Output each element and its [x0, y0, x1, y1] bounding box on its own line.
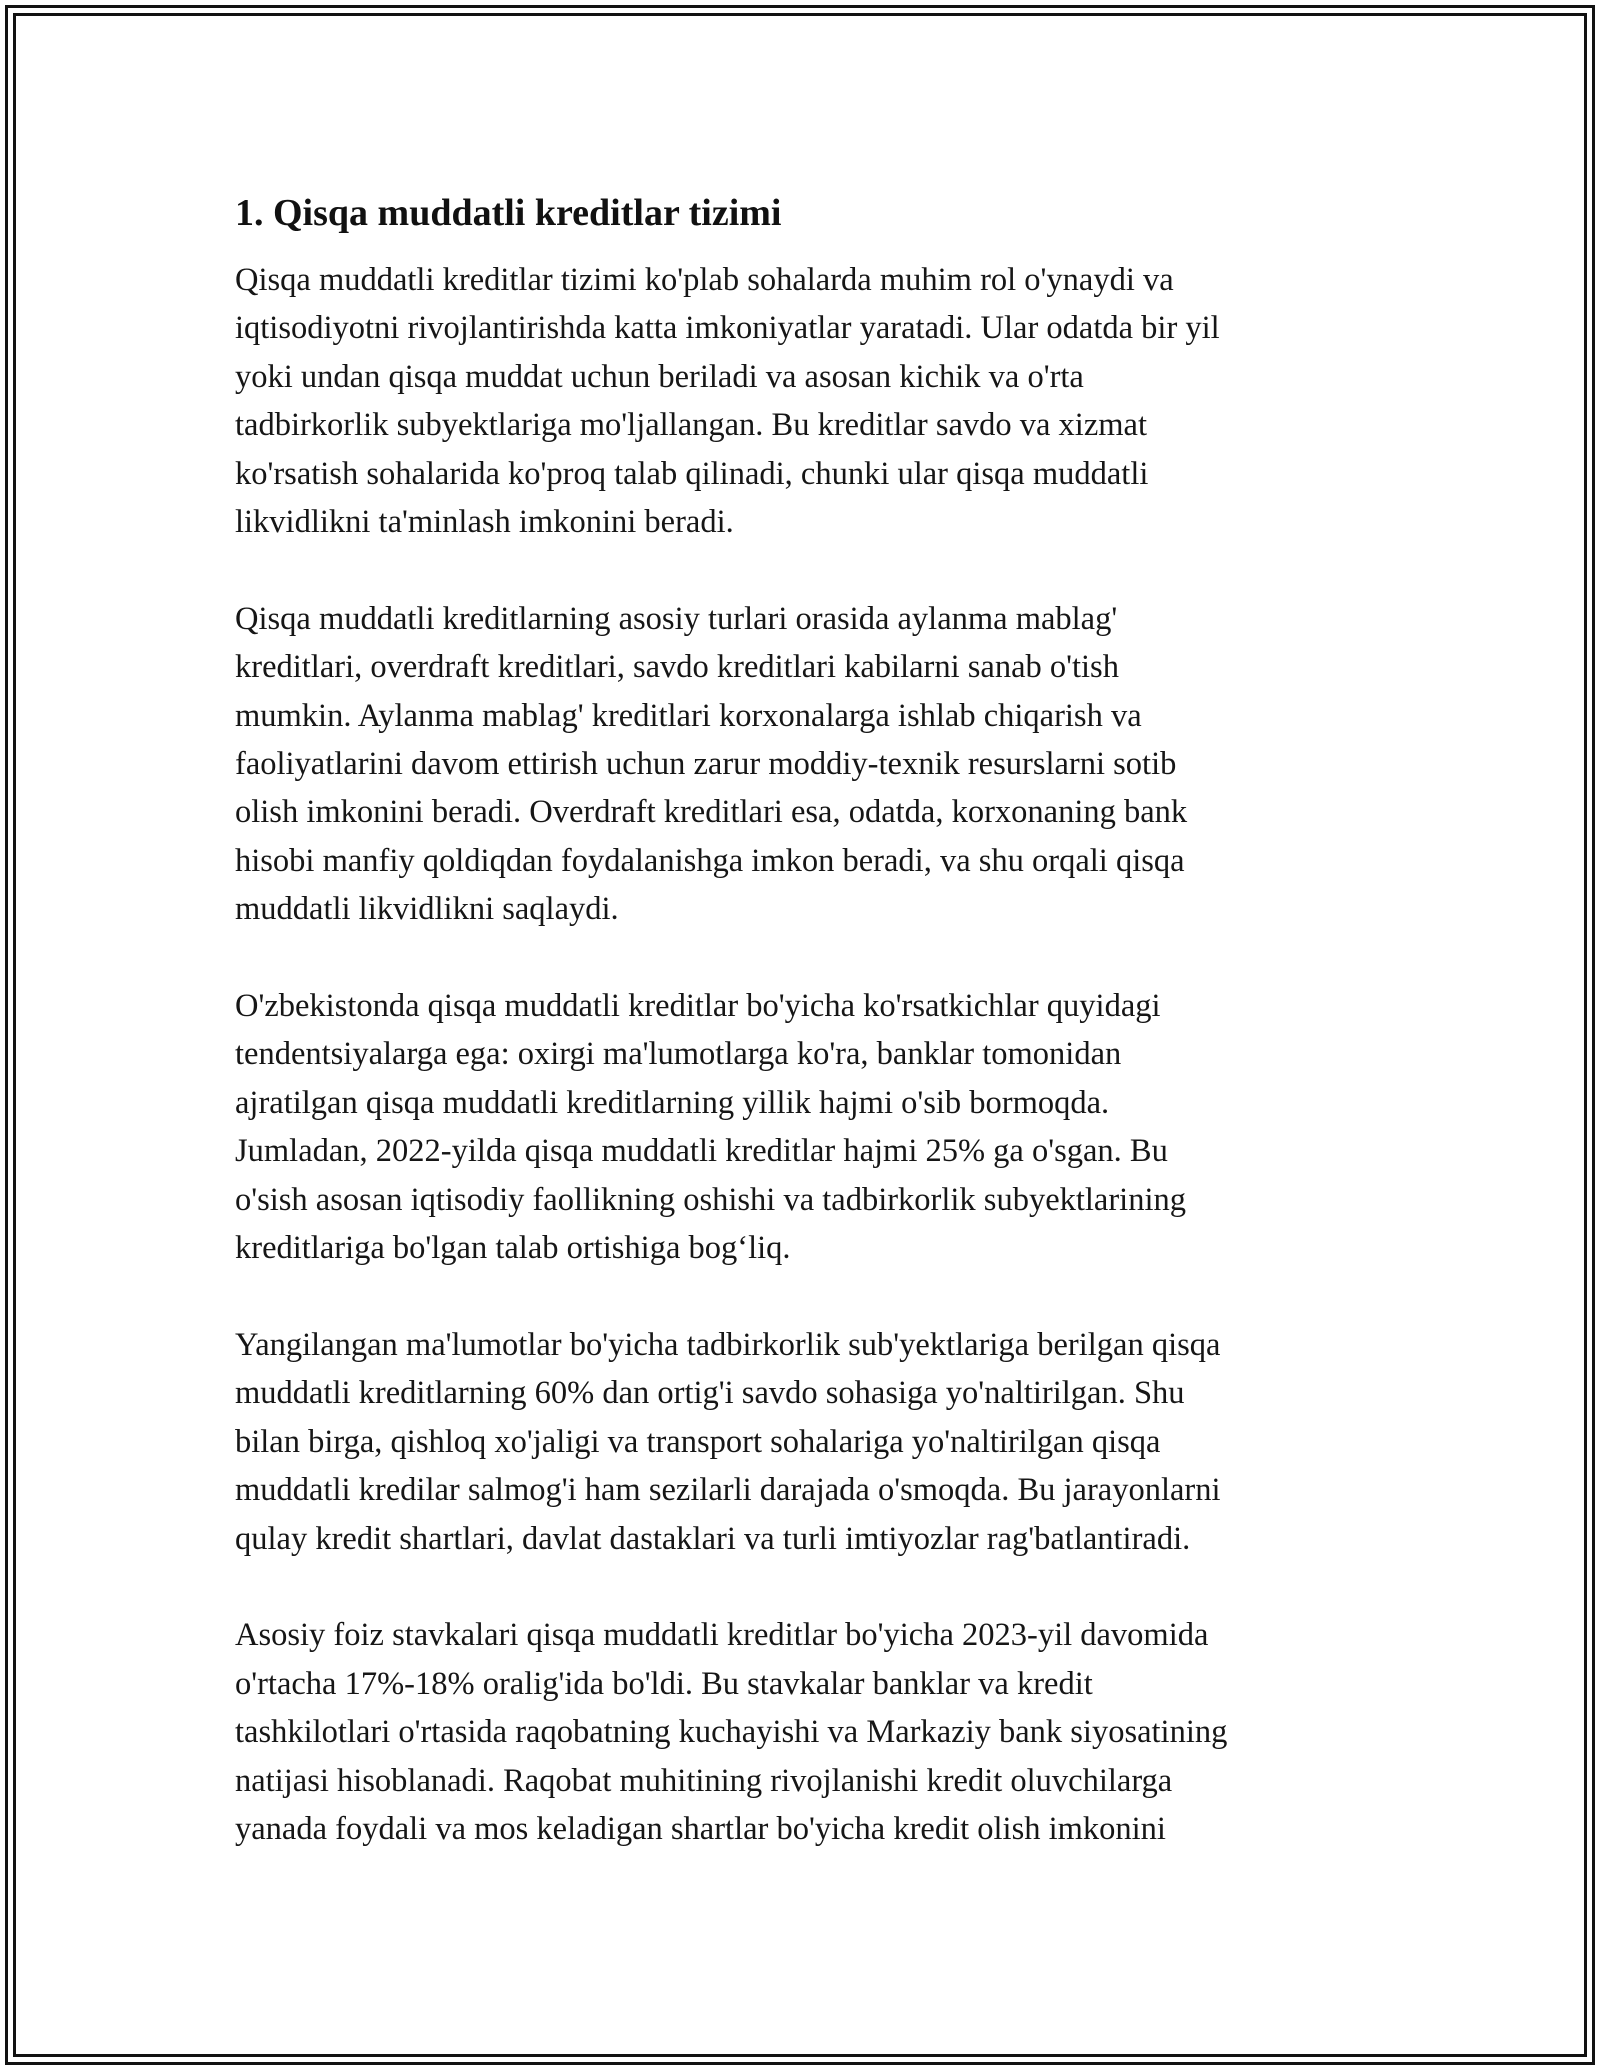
text-line: tadbirkorlik subyektlariga mo'ljallangan. Bu kreditlar savdo va xizmat — [235, 407, 1147, 444]
paragraph-list — [235, 256, 1365, 1853]
text-line: Jumladan, 2022-yilda qisqa muddatli kreditlar hajmi 25% ga o'sgan. Bu — [235, 1133, 1168, 1170]
text-line: muddatli kreditlarning 60% dan ortig'i savdo sohasiga yo'naltirilgan. Shu — [235, 1375, 1185, 1412]
section-heading: 1. Qisqa muddatli kreditlar tizimi — [235, 192, 782, 234]
text-line: tashkilotlari o'rtasida raqobatning kuchayishi va Markaziy bank siyosatining — [235, 1714, 1228, 1751]
text-line: natijasi hisoblanadi. Raqobat muhitining rivojlanishi kredit oluvchilarga — [235, 1762, 1173, 1799]
document-body — [235, 186, 1365, 1902]
text-line: iqtisodiyotni rivojlantirishda katta imkoniyatlar yaratadi. Ular odatda bir yil — [235, 310, 1220, 347]
text-line: muddatli kredilar salmog'i ham sezilarli darajada o'smoqda. Bu jarayonlarni — [235, 1472, 1221, 1509]
paragraph — [235, 1611, 1365, 1853]
text-line: hisobi manfiy qoldiqdan foydalanishga imkon beradi, va shu orqali qisqa — [235, 842, 1185, 879]
text-line: tendentsiyalarga ega: oxirgi ma'lumotlarga ko'ra, banklar tomonidan — [235, 1036, 1122, 1073]
text-line: kreditlari, overdraft kreditlari, savdo kreditlari kabilarni sanab o'tish — [235, 649, 1119, 686]
text-line: Yangilangan ma'lumotlar bo'yicha tadbirkorlik sub'yektlariga berilgan qisqa — [235, 1326, 1221, 1363]
text-line: Qisqa muddatli kreditlar tizimi ko'plab sohalarda muhim rol o'ynaydi va — [235, 262, 1174, 298]
text-line: yoki undan qisqa muddat uchun beriladi va asosan kichik va o'rta — [235, 358, 1084, 395]
text-line: ko'rsatish sohalarida ko'proq talab qilinadi, chunki ular qisqa muddatli — [235, 455, 1149, 492]
text-line: Qisqa muddatli kreditlarning asosiy turlari orasida aylanma mablag' — [235, 600, 1118, 637]
text-line: o'sish asosan iqtisodiy faollikning oshishi va tadbirkorlik subyektlarining — [235, 1181, 1186, 1218]
text-line: o'rtacha 17%-18% oralig'ida bo'ldi. Bu stavkalar banklar va kredit — [235, 1665, 1093, 1702]
text-line: bilan birga, qishloq xo'jaligi va transport sohalariga yo'naltirilgan qisqa — [235, 1423, 1161, 1460]
text-line: ajratilgan qisqa muddatli kreditlarning yillik hajmi o'sib bormoqda. — [235, 1084, 1110, 1121]
text-line: qulay kredit shartlari, davlat dastaklari va turli imtiyozlar rag'batlantiradi. — [235, 1520, 1191, 1557]
text-line: kreditlariga bo'lgan talab ortishiga bog‘liq. — [235, 1230, 791, 1267]
text-line: mumkin. Aylanma mablag' kreditlari korxonalarga ishlab chiqarish va — [235, 697, 1142, 734]
text-line: faoliyatlarini davom ettirish uchun zarur moddiy-texnik resurslarni sotib — [235, 746, 1177, 783]
text-line: Asosiy foiz stavkalari qisqa muddatli kreditlar bo'yicha 2023-yil davomida — [235, 1617, 1209, 1654]
text-line: muddatli likvidlikni saqlaydi. — [235, 891, 619, 928]
text-line: olish imkonini beradi. Overdraft kreditlari esa, odatda, korxonaning bank — [235, 794, 1188, 831]
paragraph — [235, 256, 1365, 546]
text-line: likvidlikni ta'minlash imkonini beradi. — [235, 504, 734, 541]
text-line: yanada foydali va mos keladigan shartlar bo'yicha kredit olish imkonini — [235, 1810, 1166, 1847]
paragraph — [235, 595, 1365, 934]
paragraph — [235, 1321, 1365, 1563]
paragraph — [235, 982, 1365, 1272]
text-line: O'zbekistonda qisqa muddatli kreditlar bo'yicha ko'rsatkichlar quyidagi — [235, 988, 1161, 1025]
